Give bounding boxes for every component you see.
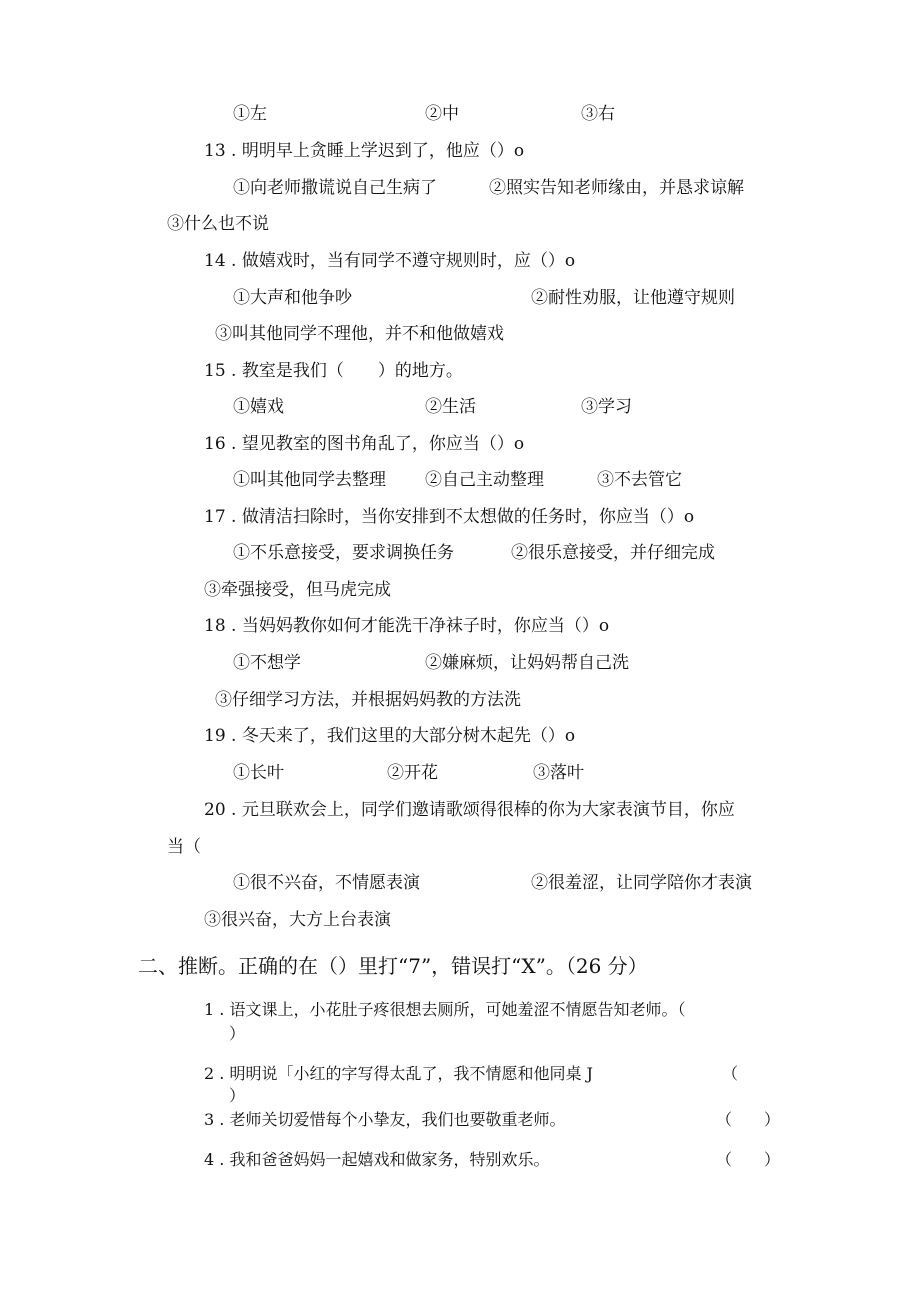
- q13-option-2: ②照实告知老师缘由，并恳求谅解: [489, 178, 744, 198]
- q14-option-2: ②耐性劝服，让他遵守规则: [531, 288, 735, 308]
- q13-option-3: ③什么也不说: [167, 214, 269, 234]
- q15-stem: 15 . 教室是我们（ ）的地方。: [204, 361, 463, 381]
- q13-option-1: ①向老师撒谎说自己生病了: [233, 178, 437, 198]
- q17-option-2: ②很乐意接受，并仔细完成: [511, 543, 715, 563]
- judgment-item-2-continuation: ）: [229, 1086, 246, 1105]
- q17-option-1: ①不乐意接受，要求调换任务: [233, 543, 454, 563]
- q16-option-2: ②自己主动整理: [425, 470, 544, 490]
- judgment-item-2-paren: （: [722, 1064, 739, 1083]
- q20-option-1: ①很不兴奋，不情愿表演: [233, 873, 420, 893]
- q17-option-3: ③牵强接受，但马虎完成: [204, 580, 391, 600]
- q18-option-3: ③仔细学习方法，并根据妈妈教的方法洗: [215, 690, 521, 710]
- q18-option-1: ①不想学: [233, 653, 301, 673]
- judgment-item-1: 1 . 语文课上，小花肚子疼很想去厕所，可她羞涩不情愿告知老师。（: [204, 1000, 686, 1019]
- q16-option-1: ①叫其他同学去整理: [233, 470, 386, 490]
- q17-stem: 17 . 做清洁扫除时，当你安排到不太想做的任务时，你应当（）o: [204, 507, 695, 527]
- q14-option-1: ①大声和他争吵: [233, 288, 352, 308]
- q16-option-3: ③不去管它: [597, 470, 682, 490]
- judgment-item-3: 3 . 老师关切爱惜每个小挚友，我们也要敬重老师。: [204, 1110, 566, 1129]
- q19-option-3: ③落叶: [533, 763, 584, 783]
- q14-stem: 14 . 做嬉戏时，当有同学不遵守规则时，应（）o: [204, 251, 576, 271]
- q19-stem: 19 . 冬天来了，我们这里的大部分树木起先（）o: [204, 726, 576, 746]
- q19-option-2: ②开花: [387, 763, 438, 783]
- q15-option-1: ①嬉戏: [233, 397, 284, 417]
- q20-option-3: ③很兴奋，大方上台表演: [204, 910, 391, 930]
- judgment-item-4: 4 . 我和爸爸妈妈一起嬉戏和做家务，特别欢乐。: [204, 1150, 550, 1169]
- q15-option-3: ③学习: [581, 397, 632, 417]
- q19-option-1: ①长叶: [233, 763, 284, 783]
- q13-stem: 13 . 明明早上贪睡上学迟到了，他应（）o: [204, 141, 525, 161]
- judgment-item-2: 2 . 明明说「小红的字写得太乱了，我不情愿和他同桌 J: [204, 1064, 593, 1083]
- q18-option-2: ②嫌麻烦，让妈妈帮自己洗: [425, 653, 629, 673]
- q20-stem-continuation: 当（: [167, 837, 201, 857]
- judgment-item-3-paren: （ ）: [716, 1110, 781, 1129]
- q18-stem: 18 . 当妈妈教你如何才能洗干净袜子时，你应当（）o: [204, 616, 610, 636]
- q20-option-2: ②很羞涩，让同学陪你才表演: [531, 873, 752, 893]
- q20-stem: 20 . 元旦联欢会上，同学们邀请歌颂得很棒的你为大家表演节目，你应: [204, 800, 735, 820]
- section-2-heading: 二、推断。正确的在（）里打“7”，错误打“X”。（26 分）: [138, 954, 648, 978]
- judgment-item-4-paren: （ ）: [716, 1150, 781, 1169]
- judgment-item-1-continuation: ）: [229, 1024, 246, 1043]
- q12-option-1: ①左: [233, 104, 267, 124]
- q14-option-3: ③叫其他同学不理他，并不和他做嬉戏: [215, 324, 504, 344]
- q15-option-2: ②生活: [425, 397, 476, 417]
- q16-stem: 16 . 望见教室的图书角乱了，你应当（）o: [204, 434, 525, 454]
- q12-option-2: ②中: [425, 104, 459, 124]
- q12-option-3: ③右: [581, 104, 615, 124]
